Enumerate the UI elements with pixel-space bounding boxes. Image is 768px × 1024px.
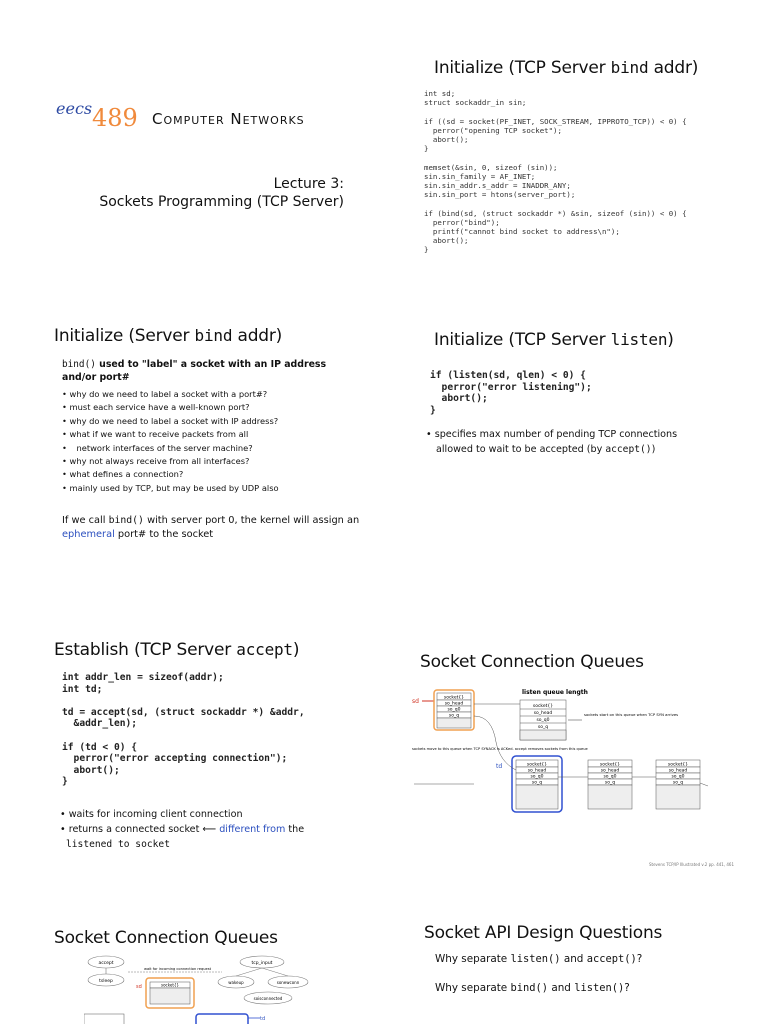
svg-text:so_head: so_head [668, 768, 688, 774]
list-item: • why not always receive from all interfaces? [62, 455, 362, 468]
slide-heading: Socket Connection Queues [420, 652, 644, 672]
code-line: abort(); [424, 236, 469, 246]
svg-text:socket{}: socket{} [526, 762, 548, 768]
code-line: struct sockaddr_in sin; [424, 98, 527, 108]
svg-text:socket{}: socket{} [532, 704, 554, 709]
code-line: perror("bind"); [424, 217, 500, 227]
svg-text:so_q0: so_q0 [603, 774, 617, 780]
svg-text:sockets start on this queue wh: sockets start on this queue when TCP SYN arrives [584, 712, 679, 717]
svg-text:soisconnected: soisconnected [253, 996, 283, 1001]
accept-note-3: listened to socket [66, 839, 170, 850]
slide-design-questions [400, 900, 768, 1024]
svg-text:tcp_input: tcp_input [251, 961, 273, 966]
svg-text:so_q: so_q [537, 725, 549, 730]
svg-text:socket{}: socket{} [667, 762, 689, 768]
code-line: } [430, 404, 436, 416]
ephemeral-note: If we call bind() with server port 0, the kernel will assign an ephemeral port# to the socket [62, 515, 360, 540]
slide-listen [400, 300, 768, 548]
list-item-continued: • network interfaces of the server machine? [62, 442, 362, 455]
slide-heading: Establish (TCP Server accept) [54, 640, 300, 660]
code-block [62, 672, 305, 788]
svg-text:so_q: so_q [604, 780, 616, 786]
code-line: perror("error listening"); [430, 381, 592, 393]
code-block [430, 370, 592, 416]
svg-text:sd: sd [412, 698, 419, 705]
svg-text:listen queue length: listen queue length [522, 689, 588, 696]
code-line [62, 730, 305, 742]
slide-heading: Socket API Design Questions [424, 923, 663, 943]
figure-credit: Stevens TCP/IP Illustrated v.2 pp. 441, 461 [648, 862, 734, 867]
list-item: • must each service have a well-known port? [62, 401, 362, 414]
code-block [424, 89, 687, 255]
code-line: if ((sd = socket(PF_INET, SOCK_STREAM, IPPROTO_TCP)) < 0) { [424, 116, 687, 126]
question-1: Why separate listen() and accept()? [435, 953, 643, 965]
svg-text:so_q0: so_q0 [530, 774, 544, 780]
svg-text:td: td [496, 763, 503, 770]
svg-text:socket{}: socket{} [160, 982, 180, 988]
code-line: } [62, 776, 68, 788]
code-line [424, 153, 687, 162]
svg-text:so_q: so_q [531, 780, 543, 786]
slide-queues-2 [20, 900, 388, 1024]
svg-text:so_head: so_head [444, 701, 464, 707]
slide-heading: Initialize (TCP Server listen) [434, 330, 674, 350]
list-item: • what if we want to receive packets from all [62, 428, 362, 441]
code-line [424, 107, 687, 116]
code-line: sin.sin_family = AF_INET; [424, 171, 536, 181]
svg-text:so_head: so_head [600, 768, 620, 774]
code-line [62, 695, 305, 707]
code-line: abort(); [424, 135, 469, 145]
code-line: if (listen(sd, qlen) < 0) { [430, 370, 586, 381]
slide-bind-explain [20, 300, 388, 548]
code-line: perror("opening TCP socket"); [424, 125, 562, 135]
lecture-label: Lecture 3: [273, 176, 344, 192]
slide-heading: Initialize (TCP Server bind addr) [434, 58, 699, 78]
eecs489-logo [56, 92, 166, 132]
svg-text:so_q0: so_q0 [536, 718, 550, 723]
code-line: printf("cannot bind socket to address\n"); [424, 227, 620, 237]
svg-text:489: 489 [92, 104, 138, 132]
code-line: memset(&sin, 0, sizeof (sin)); [424, 162, 558, 172]
course-title: Computer Networks [152, 110, 305, 128]
queue-diagram [412, 682, 712, 822]
list-item: • mainly used by TCP, but may be used by UDP also [62, 482, 362, 495]
svg-text:sd: sd [136, 984, 142, 990]
svg-text:so_q0: so_q0 [671, 774, 685, 780]
svg-text:accept: accept [98, 961, 114, 966]
svg-text:so_head: so_head [527, 768, 547, 774]
code-line [424, 199, 687, 208]
code-line: int td; [62, 683, 103, 695]
intro-text: bind() used to "label" a socket with an IP address and/or port# [62, 359, 327, 383]
code-line: } [424, 144, 429, 154]
svg-text:sockets move to this queue whe: sockets move to this queue when TCP SYNACK is ACKed. accept removes sockets from this queue [412, 747, 588, 751]
code-line: if (td < 0) { [62, 741, 138, 753]
svg-text:so_q0: so_q0 [447, 707, 461, 713]
code-line: td = accept(sd, (struct sockaddr *) &addr, [62, 706, 305, 718]
code-line: &addr_len); [62, 718, 138, 730]
code-line: int addr_len = sizeof(addr); [62, 672, 224, 683]
queue-flow-diagram [84, 950, 320, 1024]
question-list [62, 388, 362, 495]
list-item: • why do we need to label a socket with IP address? [62, 415, 362, 428]
svg-text:eecs: eecs [56, 99, 93, 118]
slide-accept [20, 600, 388, 848]
code-line: abort(); [62, 764, 120, 776]
slide-title [20, 14, 388, 262]
svg-text:wakeup: wakeup [228, 980, 244, 985]
slide-heading: Initialize (Server bind addr) [54, 326, 283, 346]
svg-text:sonewconn: sonewconn [276, 980, 300, 985]
slide-heading: Socket Connection Queues [54, 928, 278, 948]
code-line: sin.sin_port = htons(server_port); [424, 190, 576, 200]
svg-text:socket{}: socket{} [599, 762, 621, 768]
code-line: if (bind(sd, (struct sockaddr *) &sin, sizeof (sin)) < 0) { [424, 208, 687, 218]
svg-text:so_head: so_head [533, 711, 553, 716]
code-line: } [424, 245, 429, 255]
question-2: Why separate bind() and listen()? [435, 982, 630, 994]
slide-bind-code [400, 14, 768, 262]
code-line: sin.sin_addr.s_addr = INADDR_ANY; [424, 181, 571, 191]
svg-text:tsleep: tsleep [99, 979, 113, 984]
svg-text:so_q: so_q [672, 780, 684, 786]
svg-text:socket{}: socket{} [443, 695, 465, 701]
code-line: abort(); [430, 393, 488, 405]
list-item: • what defines a connection? [62, 468, 362, 481]
listen-note-line1: • specifies max number of pending TCP connections [426, 429, 678, 440]
svg-text:wait for incoming connection r: wait for incoming connection request [144, 967, 212, 971]
list-item: • why do we need to label a socket with a port#? [62, 388, 362, 401]
lecture-title: Sockets Programming (TCP Server) [99, 194, 344, 210]
code-line: int sd; [424, 89, 456, 98]
svg-text:td: td [260, 1016, 266, 1022]
code-line: perror("error accepting connection"); [62, 753, 288, 765]
accept-note-2: • returns a connected socket ⟵ different from the [60, 824, 305, 835]
listen-note-line2: allowed to wait to be accepted (by accept()) [436, 444, 656, 455]
accept-note-1: • waits for incoming client connection [60, 809, 243, 820]
svg-text:so_q: so_q [448, 713, 460, 719]
slide-queues [400, 600, 768, 867]
